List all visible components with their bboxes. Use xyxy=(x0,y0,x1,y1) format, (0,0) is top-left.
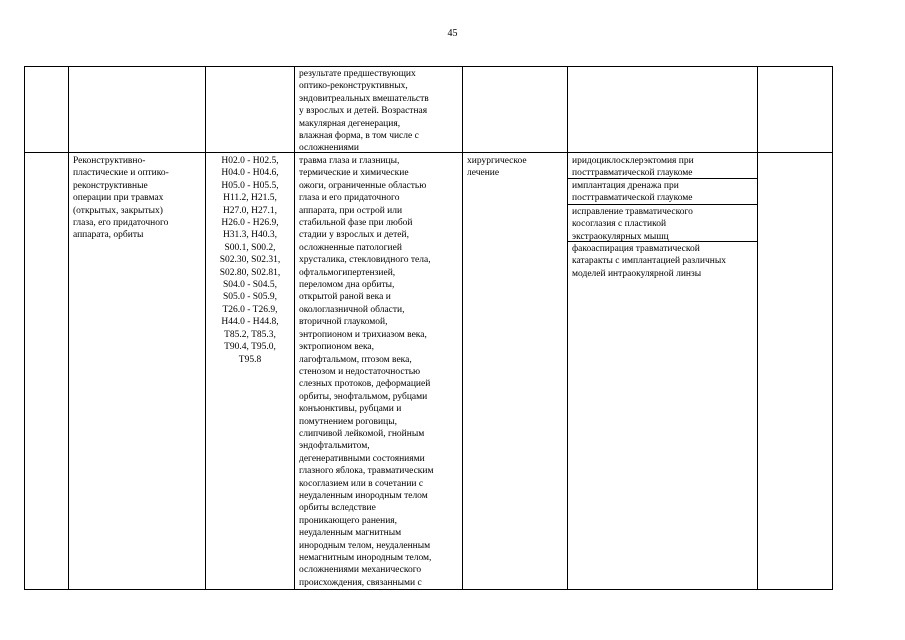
table-border-left xyxy=(24,66,25,590)
table-border-top xyxy=(24,66,833,67)
column-divider xyxy=(294,66,295,590)
service-name: Реконструктивно- пластические и оптико- реконструктивные операции при травмах (открытых, закрытых) глаза, его придаточного аппарата, орбиты xyxy=(73,156,169,241)
column-divider xyxy=(757,66,758,590)
continuation-text: результате предшествующих оптико-реконструктивных, эндовитреальных вмешательств у взрослых и детей. Возрастная макулярная дегенерация, влажная форма, в том числе с осложнениями xyxy=(299,69,429,154)
treatment-method: факоаспирация травматической катаракты с имплантацией различных моделей интраокулярной линзы xyxy=(572,244,726,279)
column-divider xyxy=(68,66,69,590)
icd-codes: H02.0 - H02.5, H04.0 - H04.6, H05.0 - H05.5, H11.2, H21.5, H27.0, H27.1, H26.0 - H26.9, H31.3, H40.3, S00.1, S00.2, S02.30, S02.31, S02.80, S02.81, S04.0 - S04.5, S05.0 - S05.9, T26.0 - T26.9, H44.0 - H44.8, T85.2, T85.3, T90.4, T95.0, T95.8 xyxy=(219,156,281,365)
patient-model: травма глаза и глазницы, термические и химические ожоги, ограниченные областью глаза и его придаточного аппарата, при острой или стабильной фазе при любой стадии у взрослых и детей, осложненные патологией хрусталика, стекловидного тела, офтальмогипертензией, переломом дна орбиты, открытой раной века и окологлазничной области, вторичной глаукомой, энтропионом и трихиазом века, эктропионом века, лагофтальмом, птозом века, стенозом и недостаточностью слезных протоков, деформацией орбиты, энофтальмом, рубцами конъюнктивы, рубцами и помутнением роговицы, слипчивой лейкомой, гнойным эндофтальмитом, дегенеративными состояниями глазного яблока, травматическим косоглазием или в сочетании с неудаленным инородным телом орбиты вследствие проникающего ранения, неудаленным магнитным инородным телом, неудаленным немагнитным инородным телом, осложнениями механического происхождения, связанными с xyxy=(299,156,434,588)
page-number: 45 xyxy=(447,28,458,39)
treatment-method: имплантация дренажа при посттравматической глаукоме xyxy=(572,181,693,204)
column-divider xyxy=(567,66,568,590)
treatment-method: иридоциклосклерэктомия при посттравматической глаукоме xyxy=(572,156,694,179)
table-border-right xyxy=(832,66,833,590)
treatment-method: исправление травматического косоглазия с пластикой экстраокулярных мышц xyxy=(572,207,693,242)
column-divider xyxy=(462,66,463,590)
services-table xyxy=(24,66,833,590)
treatment-type: хирургическое лечение xyxy=(467,156,527,179)
